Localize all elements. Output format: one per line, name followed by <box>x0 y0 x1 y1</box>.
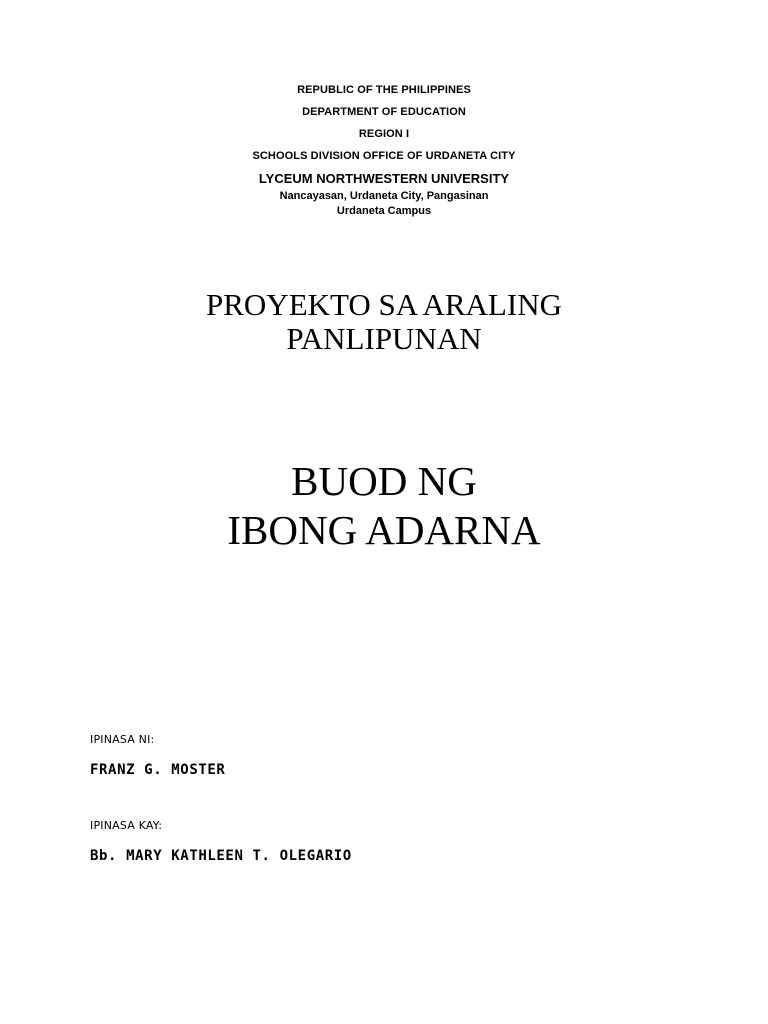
division-line: SCHOOLS DIVISION OFFICE OF URDANETA CITY <box>252 150 516 162</box>
title-line-1: BUOD NG <box>291 458 477 504</box>
university-name: LYCEUM NORTHWESTERN UNIVERSITY <box>258 171 510 186</box>
region-line: REGION I <box>358 128 410 140</box>
teacher-name: Bb. MARY KATHLEEN T. OLEGARIO <box>90 848 352 864</box>
project-subject <box>0 288 768 356</box>
republic-line: REPUBLIC OF THE PHILIPPINES <box>297 84 471 96</box>
project-line-2: PANLIPUNAN <box>286 321 482 356</box>
submitted-by-label: IPINASA NI: <box>90 733 155 746</box>
document-title <box>0 457 768 555</box>
university-address: Nancayasan, Urdaneta City, Pangasinan <box>279 190 489 202</box>
project-line-1: PROYEKTO SA ARALING <box>206 287 562 322</box>
student-name: FRANZ G. MOSTER <box>90 762 226 778</box>
campus-name: Urdaneta Campus <box>336 205 432 217</box>
institution-header <box>0 79 768 219</box>
submitted-to-label: IPINASA KAY: <box>90 819 163 832</box>
title-line-2: IBONG ADARNA <box>227 507 541 553</box>
department-line: DEPARTMENT OF EDUCATION <box>302 106 466 118</box>
